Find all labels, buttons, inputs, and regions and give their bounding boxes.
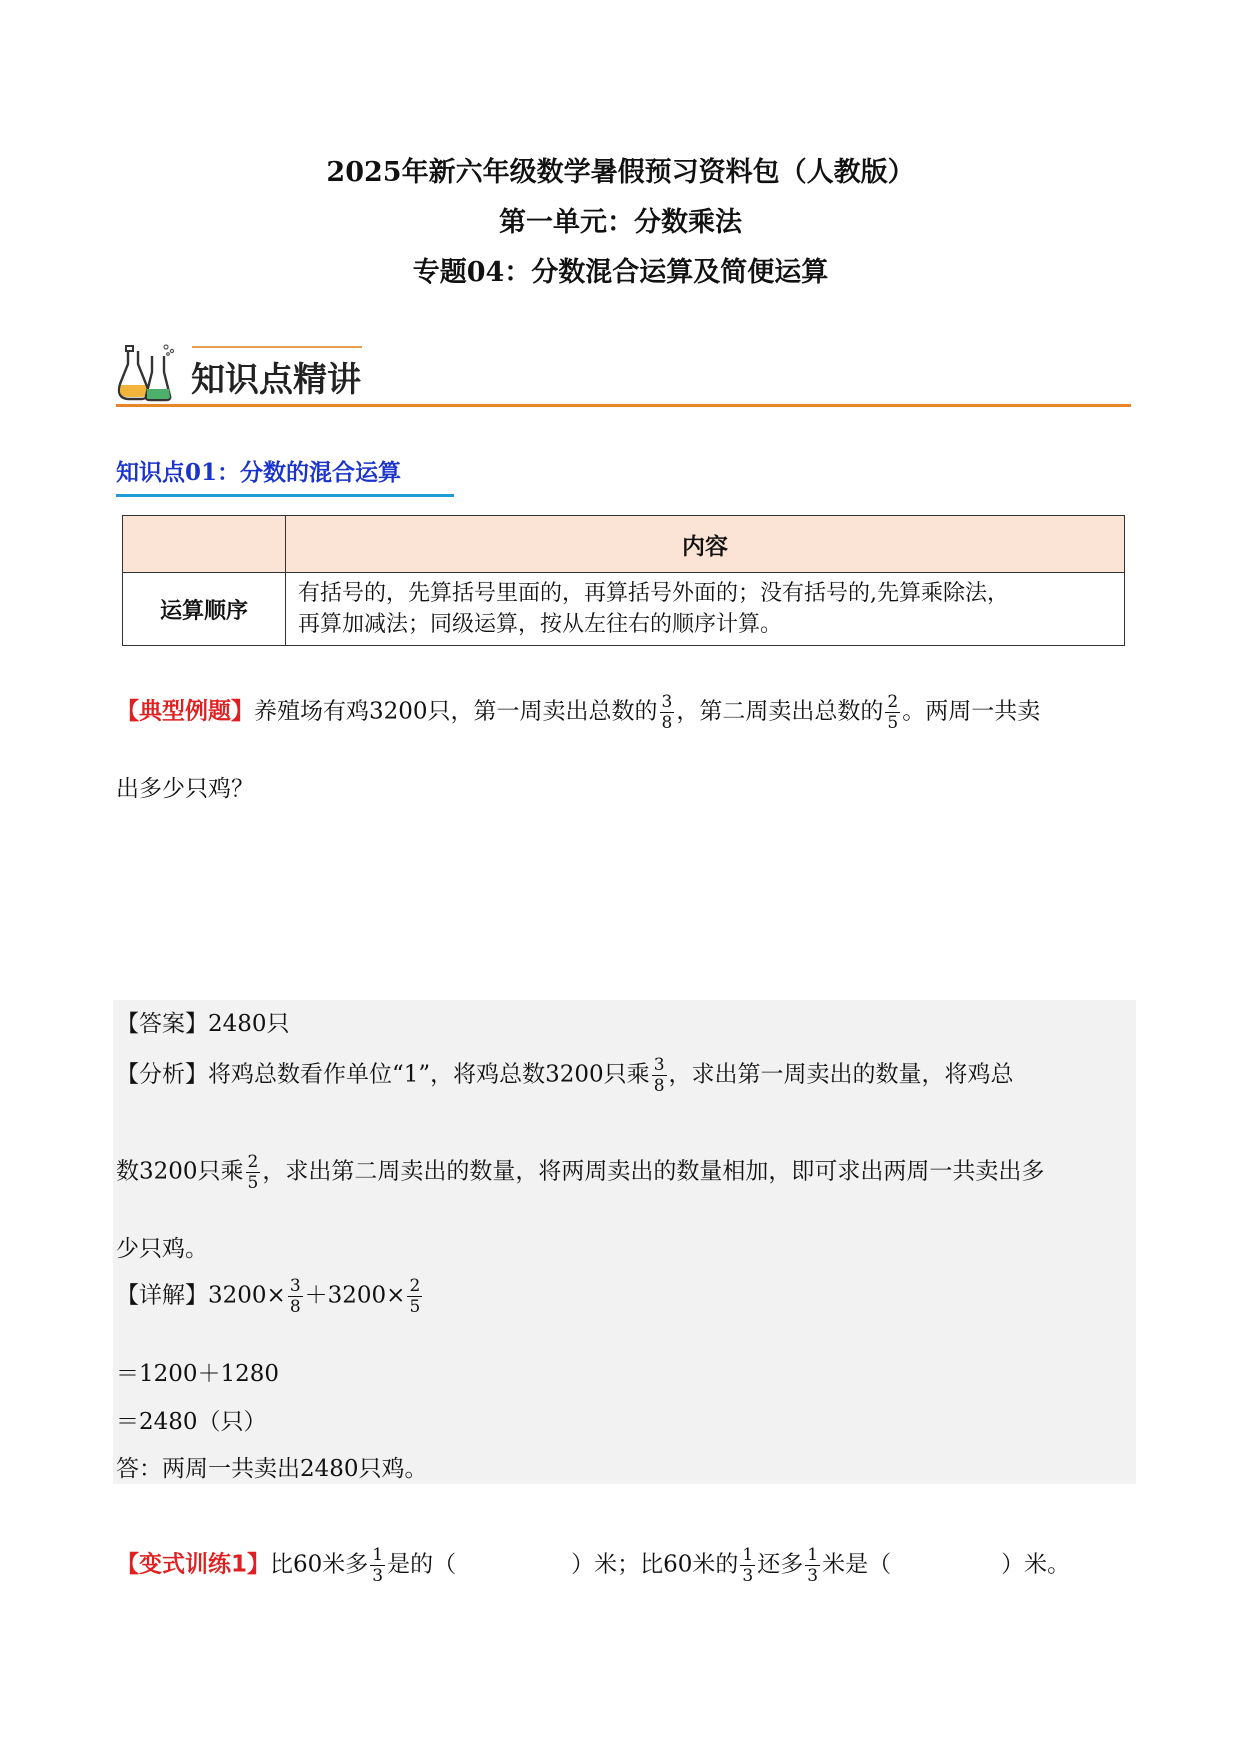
analysis-line: 少只鸡。 xyxy=(116,1236,208,1262)
example-text: 。两周一共卖 xyxy=(902,698,1041,725)
exercise-tag: 【变式训练1】 xyxy=(116,1551,271,1578)
calc-step: ＝1200＋1280 xyxy=(116,1361,280,1387)
row-text-line: 有括号的，先算括号里面的，再算括号外面的；没有括号的,先算乘除法， xyxy=(298,581,1009,606)
row-text-line: 再算加减法；同级运算，按从左往右的顺序计算。 xyxy=(298,612,783,637)
example-text: ，第二周卖出总数的 xyxy=(676,698,884,725)
detail-line: 【详解】3200× $\frac{3}{8}$ ＋3200× $\frac{2}{5}$ xyxy=(116,1276,421,1317)
table-header-content: 内容 xyxy=(286,516,1125,573)
fraction: $\frac{1}{3}$ xyxy=(742,1545,754,1586)
table-row xyxy=(123,573,1125,646)
fraction: $\frac{1}{3}$ xyxy=(372,1545,384,1586)
section-title: 知识点01：分数的混合运算 xyxy=(116,459,402,486)
row-text xyxy=(286,573,1125,646)
chemistry-flasks-icon xyxy=(116,342,176,404)
example-tag: 【典型例题】 xyxy=(116,698,254,725)
answer-conclusion: 答：两周一共卖出2480只鸡。 xyxy=(116,1456,428,1482)
fraction: $\frac{1}{3}$ xyxy=(807,1545,819,1586)
fraction: $\frac{3}{8}$ xyxy=(289,1276,301,1317)
fraction: $\frac{3}{8}$ xyxy=(661,692,673,733)
section-underline xyxy=(116,494,454,497)
fraction: $\frac{2}{5}$ xyxy=(247,1152,259,1193)
row-label: 运算顺序 xyxy=(123,573,286,646)
banner-title: 知识点精讲 xyxy=(191,360,361,400)
answer-line: 【答案】2480只 xyxy=(116,1011,290,1037)
example-question-cont: 出多少只鸡？ xyxy=(116,776,254,802)
analysis-line: 【分析】将鸡总数看作单位“1”，将鸡总数3200只乘 $\frac{3}{8}$ ，求出第一周卖出的数量，将鸡总 xyxy=(116,1055,1014,1096)
content-table xyxy=(122,515,1125,646)
analysis-line: 数3200只乘 $\frac{2}{5}$ ，求出第二周卖出的数量，将两周卖出的数量相加，即可求出两周一共卖出多 xyxy=(116,1152,1045,1193)
calc-step: ＝2480（只） xyxy=(116,1409,267,1435)
banner-top-line xyxy=(192,346,362,348)
knowledge-banner xyxy=(116,340,1131,410)
fraction: $\frac{3}{8}$ xyxy=(653,1055,665,1096)
fraction: $\frac{2}{5}$ xyxy=(409,1276,421,1317)
document-title: 2025年新六年级数学暑假预习资料包（人教版） xyxy=(326,157,915,188)
example-question xyxy=(116,692,1040,733)
banner-divider xyxy=(116,404,1131,407)
exercise-question: 【变式训练1】比60米多 $\frac{1}{3}$ 是的（ ）米；比60米的 $\frac{1}{3}$ 还多 $\frac{1}{3}$ 米是（ ）米。 xyxy=(116,1545,1071,1586)
topic-title: 专题04：分数混合运算及简便运算 xyxy=(412,257,829,288)
table-header-empty xyxy=(123,516,286,573)
unit-title: 第一单元：分数乘法 xyxy=(499,207,742,238)
fraction: $\frac{2}{5}$ xyxy=(887,692,899,733)
example-text: 养殖场有鸡3200只，第一周卖出总数的 xyxy=(254,698,658,725)
